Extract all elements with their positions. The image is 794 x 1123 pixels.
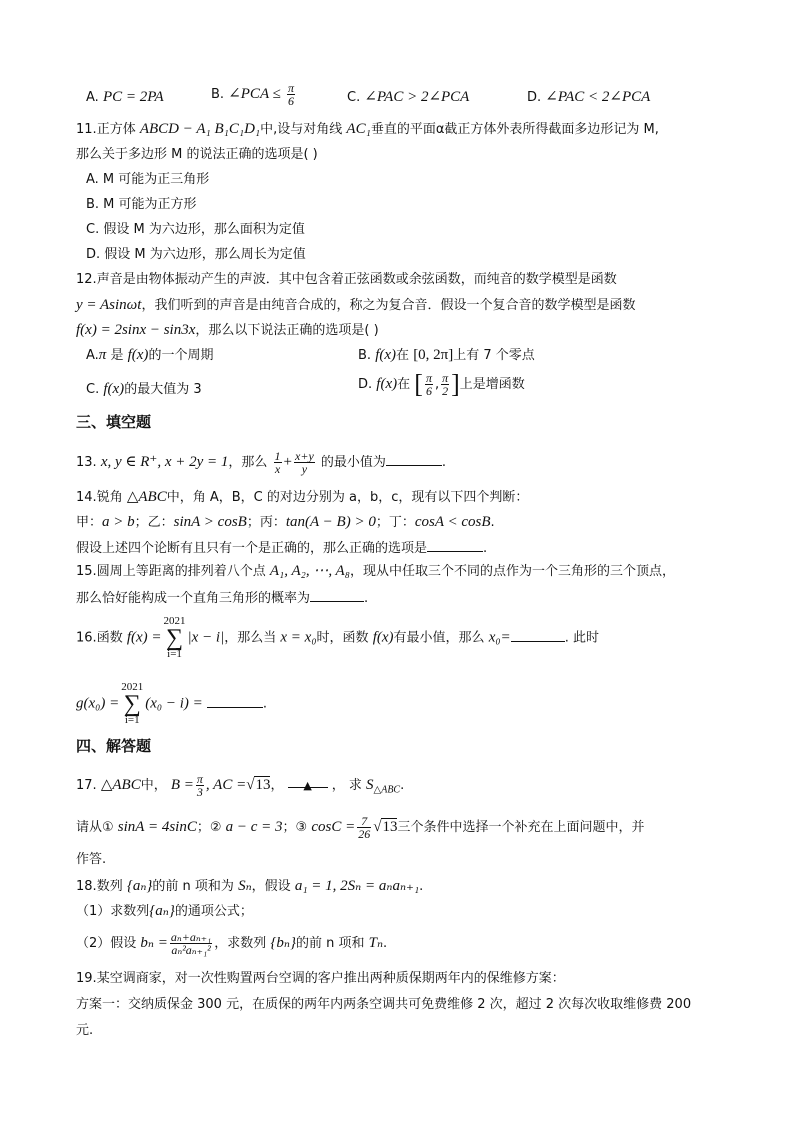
q11-option-b: B. M 可能为正方形 — [86, 197, 197, 212]
q16-line2: g(x₀) =2021 ∑ i=1(x₀ − i) = . — [76, 681, 268, 726]
q18-part2: （2）假设 bₙ = $\frac{\text{aₙ+aₙ₊₁}}{\text{aₙ²aₙ₊₁²}}$ ，求数列 {bₙ}的前 n 项和 Tₙ. — [76, 930, 388, 957]
q17-line3: 作答. — [76, 852, 107, 867]
q17-c3-sqrt: √13 — [373, 819, 398, 835]
q16-sum2: 2021 ∑ i=1 — [121, 681, 144, 726]
q11-line2: 那么关于多边形 M 的说法正确的选项是( ) — [76, 147, 318, 162]
q13-frac1: $\frac{1}{x}$ — [274, 449, 281, 476]
q12-d-frac2: $\frac{\pi}{2}$ — [442, 371, 449, 398]
q14-line3: 假设上述四个论断有且只有一个是正确的，那么正确的选项是 . — [76, 537, 487, 558]
q15-line1: 15.圆周上等距离的排列着八个点 A₁, A₂, ⋯, A₈，现从中任取三个不同的点作为一个三角形的三个顶点， — [76, 563, 675, 579]
q14-line1: 14.锐角 △ABC中，角 A，B，C 的对边分别为 a，b，c，现有以下四个判断： — [76, 489, 529, 505]
q12-option-b: B. f(x)在 [0, 2π]上有 7 个零点 — [358, 347, 535, 363]
q16-sum1: 2021 ∑ i=1 — [163, 615, 186, 660]
q12-line3: f(x) = 2sinx − sin3x，那么以下说法正确的选项是( ) — [76, 322, 379, 338]
q16-line1: 16.函数 f(x) =2021 ∑ i=1|x − i|，那么当 x = x₀时，函数 f(x)有最小值，那么 x₀= . 此时 — [76, 615, 599, 660]
q16-g-blank[interactable] — [207, 693, 263, 708]
q14-line2: 甲：a > b；乙：sinA > cosB；丙：tan(A − B) > 0；丁：cosA < cosB. — [76, 514, 495, 530]
q14-answer-blank[interactable] — [427, 537, 483, 552]
q19-line1: 19.某空调商家，对一次性购置两台空调的客户推出两种质保期两年内的保维修方案： — [76, 971, 565, 986]
q19-line3: 元. — [76, 1023, 94, 1038]
q17-line1: 17. △ABC中， B = $\frac{\pi}{3}$ , AC =√13， ▲ ， 求 $S_{\triangle ABC}$. — [76, 772, 405, 799]
q12-option-d: D. f(x)在 [ $\frac{\pi}{6}$ , $\frac{\pi}{2}$ ]上是增函数 — [358, 369, 525, 399]
q12-option-a: A.π 是 f(x)的一个周期 — [86, 347, 214, 363]
q10-b-fraction: $\frac{\pi}{6}$ — [287, 81, 294, 108]
section-title-solutions: 四、解答题 — [76, 737, 152, 755]
q17-line2: 请从① sinA = 4sinC；② a − c = 3；③ cosC = $\frac{7}{26}$ √13三个条件中选择一个补充在上面问题中，并 — [76, 814, 645, 841]
q16-x0-blank[interactable] — [511, 627, 565, 642]
q13-answer-blank[interactable] — [386, 451, 442, 466]
q12-line2: y = Asinωt，我们听到的声音是由纯音合成的，称之为复合音．假设一个复合音的数学模型是函数 — [76, 297, 636, 313]
q10-option-a: A. PC = 2PA — [86, 89, 164, 105]
section-title-fill-in: 三、填空题 — [76, 413, 152, 431]
q17-condition-blank[interactable]: ▲ — [288, 773, 328, 788]
q15-line2: 那么恰好能构成一个直角三角形的概率为 . — [76, 587, 368, 608]
q11-option-c: C. 假设 M 为六边形，那么面积为定值 — [86, 222, 305, 237]
q17-sqrt: √13 — [246, 777, 271, 793]
q19-line2: 方案一：交纳质保金 300 元，在质保的两年内两条空调共可免费维修 2 次，超过 2 次每次收取维修费 200 — [76, 997, 692, 1012]
q18-part1: （1）求数列{aₙ}的通项公式； — [76, 903, 253, 919]
q13: 13. x, y ∈ R⁺, x + 2y = 1，那么 $\frac{1}{x}$ + $\frac{x+y}{y}$ 的最小值为 . — [76, 449, 447, 476]
q10-option-d: D. ∠PAC < 2∠PCA — [527, 89, 651, 105]
q15-answer-blank[interactable] — [310, 587, 364, 602]
q18-line1: 18.数列 {aₙ}的前 n 项和为 Sₙ，假设 a₁ = 1, 2Sₙ = aₙaₙ₊₁. — [76, 878, 424, 894]
q11-option-a: A. M 可能为正三角形 — [86, 172, 210, 187]
q13-frac2: $\frac{x+y}{y}$ — [295, 449, 314, 476]
q12-option-c: C. f(x)的最大值为 3 — [86, 381, 202, 397]
q11-line1: 11.正方体 ABCD − A₁ B₁C₁D₁中,设与对角线 AC₁垂直的平面α截正方体外表所得截面多边形记为 M, — [76, 121, 659, 137]
q10-option-c: C. ∠PAC > 2∠PCA — [347, 89, 470, 105]
q17-b-frac: $\frac{\pi}{3}$ — [196, 772, 203, 799]
q12-d-frac1: $\frac{\pi}{6}$ — [425, 371, 432, 398]
q17-c3-frac: $\frac{7}{26}$ — [358, 814, 371, 841]
q12-line1: 12.声音是由物体振动产生的声波．其中包含着正弦函数或余弦函数，而纯音的数学模型是函数 — [76, 272, 617, 287]
q11-option-d: D. 假设 M 为六边形，那么周长为定值 — [86, 247, 306, 262]
q10-option-b: B. ∠PCA ≤ $\frac{\pi}{6}$ — [211, 81, 294, 108]
q18-b-frac: $\frac{\text{aₙ+aₙ₊₁}}{\text{aₙ²aₙ₊₁²}}$ — [170, 930, 212, 957]
